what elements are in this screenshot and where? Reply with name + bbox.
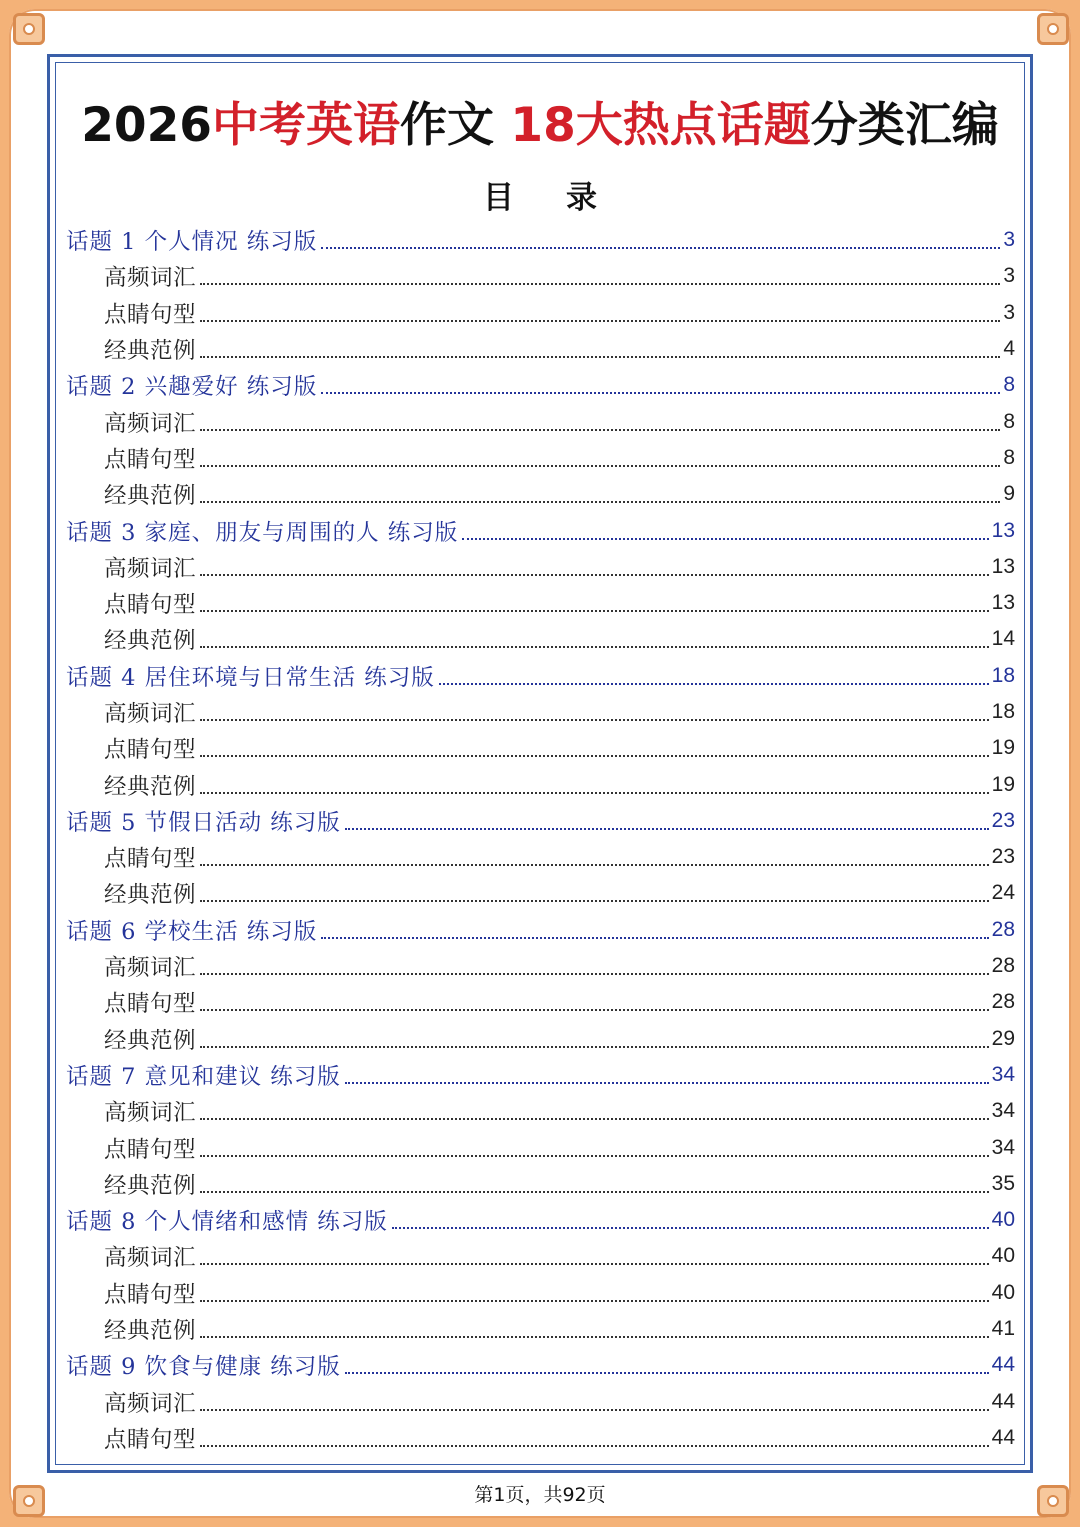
corner-ornament-top-left-icon [13,13,45,45]
toc-dot-leader [200,1300,989,1302]
toc-page-number: 8 [1003,373,1015,397]
toc-entry-label: 高频词汇 [104,265,197,292]
toc-page-number: 13 [991,518,1015,542]
toc-page-number: 3 [1003,264,1015,288]
toc-sub-entry[interactable] [66,440,1015,476]
toc-heading-char-1: 目 [483,180,514,216]
toc-page-number: 40 [991,1244,1015,1268]
toc-page-number: 41 [991,1317,1015,1341]
toc-entry-label: 高频词汇 [104,410,197,437]
toc-page-number: 40 [991,1208,1015,1232]
toc-entry-label: 点睛句型 [104,1426,197,1453]
toc-entry-label: 话题 6 学校生活 练习版 [66,918,318,945]
toc-entry-label: 话题 3 家庭、朋友与周围的人 练习版 [66,519,459,546]
toc-dot-leader [345,1372,989,1374]
toc-dot-leader [462,538,988,540]
toc-page-number: 8 [1003,409,1015,433]
toc-entry-label: 话题 4 居住环境与日常生活 练习版 [66,664,435,691]
toc-dot-leader [345,1082,989,1084]
toc-dot-leader [200,1445,989,1447]
toc-dot-leader [200,1118,989,1120]
toc-dot-leader [200,1191,989,1193]
toc-entry-label: 经典范例 [104,483,197,510]
toc-topic-entry[interactable] [66,912,1015,948]
toc-page-number: 28 [991,990,1015,1014]
toc-sub-entry[interactable] [66,476,1015,512]
toc-page-number: 13 [991,591,1015,615]
toc-entry-label: 经典范例 [104,882,197,909]
toc-entry-label: 点睛句型 [104,301,197,328]
toc-sub-entry[interactable] [66,694,1015,730]
title-year: 2026 [81,98,213,153]
toc-heading-char-2: 录 [566,180,597,216]
toc-dot-leader [200,792,989,794]
toc-page-number: 24 [991,881,1015,905]
toc-entry-label: 高频词汇 [104,1100,197,1127]
toc-dot-leader [200,719,989,721]
toc-page-number: 4 [1003,337,1015,361]
toc-dot-leader [200,1263,989,1265]
toc-entry-label: 高频词汇 [104,701,197,727]
toc-sub-entry[interactable] [66,730,1015,766]
toc-page-number: 44 [991,1353,1015,1377]
toc-entry-label: 经典范例 [104,338,197,365]
toc-dot-leader [200,1155,989,1157]
toc-entry-label: 话题 8 个人情绪和感情 练习版 [66,1209,388,1236]
toc-page-number: 3 [1003,300,1015,324]
toc-entry-label: 话题 2 兴趣爱好 练习版 [66,374,318,401]
toc-entry-label: 点睛句型 [104,737,197,764]
toc-heading [0,172,1080,217]
toc-page-number: 44 [991,1389,1015,1413]
toc-page-number: 3 [1003,228,1015,252]
toc-sub-entry[interactable] [66,984,1015,1020]
toc-sub-entry[interactable] [66,948,1015,984]
toc-dot-leader [200,429,1000,431]
table-of-contents [66,222,1015,1456]
toc-page-number: 40 [991,1280,1015,1304]
toc-entry-label: 高频词汇 [104,1390,197,1417]
toc-sub-entry[interactable] [66,1420,1015,1456]
toc-dot-leader [200,610,989,612]
toc-sub-entry[interactable] [66,331,1015,367]
toc-dot-leader [200,465,1000,467]
toc-entry-label: 点睛句型 [104,1281,197,1308]
toc-entry-label: 经典范例 [104,1318,197,1345]
toc-topic-entry[interactable] [66,1202,1015,1238]
toc-dot-leader [200,1409,989,1411]
toc-page-number: 23 [991,845,1015,869]
toc-sub-entry[interactable] [66,1238,1015,1274]
toc-page-number: 28 [991,954,1015,978]
toc-dot-leader [345,828,989,830]
title-topics: 18大热点话题 [510,98,811,153]
toc-entry-label: 高频词汇 [104,555,197,582]
toc-topic-entry[interactable] [66,803,1015,839]
toc-entry-label: 高频词汇 [104,1245,197,1272]
page-title [0,88,1080,155]
toc-sub-entry[interactable] [66,1166,1015,1202]
toc-entry-label: 经典范例 [104,1027,197,1054]
toc-dot-leader [200,574,989,576]
toc-entry-label: 点睛句型 [104,991,197,1018]
toc-sub-entry[interactable] [66,403,1015,439]
toc-page-number: 34 [991,1135,1015,1159]
toc-entry-label: 点睛句型 [104,1136,197,1163]
toc-dot-leader [439,683,989,685]
toc-dot-leader [200,501,1000,503]
toc-sub-entry[interactable] [66,839,1015,875]
toc-sub-entry[interactable] [66,258,1015,294]
toc-sub-entry[interactable] [66,875,1015,911]
toc-dot-leader [200,973,989,975]
toc-dot-leader [321,937,988,939]
toc-page-number: 35 [991,1171,1015,1195]
toc-entry-label: 高频词汇 [104,955,197,982]
toc-page-number: 8 [1003,445,1015,469]
toc-entry-label: 点睛句型 [104,446,197,473]
toc-dot-leader [200,755,989,757]
toc-page-number: 23 [991,808,1015,832]
toc-dot-leader [200,1336,989,1338]
toc-page-number: 9 [1003,482,1015,506]
title-compilation: 分类汇编 [810,98,999,153]
toc-sub-entry[interactable] [66,1129,1015,1165]
toc-topic-entry[interactable] [66,658,1015,694]
toc-page-number: 44 [991,1425,1015,1449]
toc-topic-entry[interactable] [66,1057,1015,1093]
toc-page-number: 34 [991,1062,1015,1086]
toc-page-number: 18 [991,663,1015,687]
toc-dot-leader [321,392,1000,394]
page-number-footer: 第1页，共92页 [474,1484,606,1506]
toc-sub-entry[interactable] [66,1021,1015,1057]
toc-page-number: 13 [991,554,1015,578]
toc-entry-label: 经典范例 [104,628,197,655]
toc-dot-leader [321,247,1000,249]
toc-entry-label: 话题 7 意见和建议 练习版 [66,1063,341,1090]
toc-page-number: 14 [991,627,1015,651]
toc-dot-leader [200,1046,989,1048]
toc-topic-entry[interactable] [66,512,1015,548]
toc-dot-leader [200,283,1000,285]
toc-entry-label: 话题 9 饮食与健康 练习版 [66,1354,341,1381]
toc-page-number: 34 [991,1099,1015,1123]
toc-entry-label: 点睛句型 [104,592,197,619]
toc-sub-entry[interactable] [66,766,1015,802]
toc-page-number: 29 [991,1026,1015,1050]
toc-page-number: 19 [991,736,1015,760]
toc-page-number: 28 [991,917,1015,941]
toc-sub-entry[interactable] [66,1093,1015,1129]
toc-sub-entry[interactable] [66,585,1015,621]
toc-sub-entry[interactable] [66,1384,1015,1420]
toc-sub-entry[interactable] [66,1275,1015,1311]
toc-entry-label: 经典范例 [104,773,197,800]
toc-dot-leader [200,864,989,866]
toc-dot-leader [200,646,989,648]
toc-sub-entry[interactable] [66,621,1015,657]
toc-page-number: 18 [991,700,1015,723]
toc-entry-label: 话题 5 节假日活动 练习版 [66,809,341,836]
toc-dot-leader [200,356,1000,358]
toc-dot-leader [200,900,989,902]
title-composition: 作文 [400,98,511,153]
toc-dot-leader [200,320,1000,322]
toc-topic-entry[interactable] [66,367,1015,403]
toc-sub-entry[interactable] [66,549,1015,585]
corner-ornament-top-right-icon [1037,13,1069,45]
toc-entry-label: 点睛句型 [104,846,197,873]
toc-entry-label: 话题 1 个人情况 练习版 [66,229,318,256]
toc-sub-entry[interactable] [66,295,1015,331]
toc-topic-entry[interactable] [66,1347,1015,1383]
toc-dot-leader [392,1227,989,1229]
toc-sub-entry[interactable] [66,1311,1015,1347]
toc-dot-leader [200,1009,989,1011]
title-exam: 中考英语 [212,98,401,153]
toc-entry-label: 经典范例 [104,1172,197,1199]
toc-topic-entry[interactable] [66,222,1015,258]
toc-page-number: 19 [991,772,1015,796]
